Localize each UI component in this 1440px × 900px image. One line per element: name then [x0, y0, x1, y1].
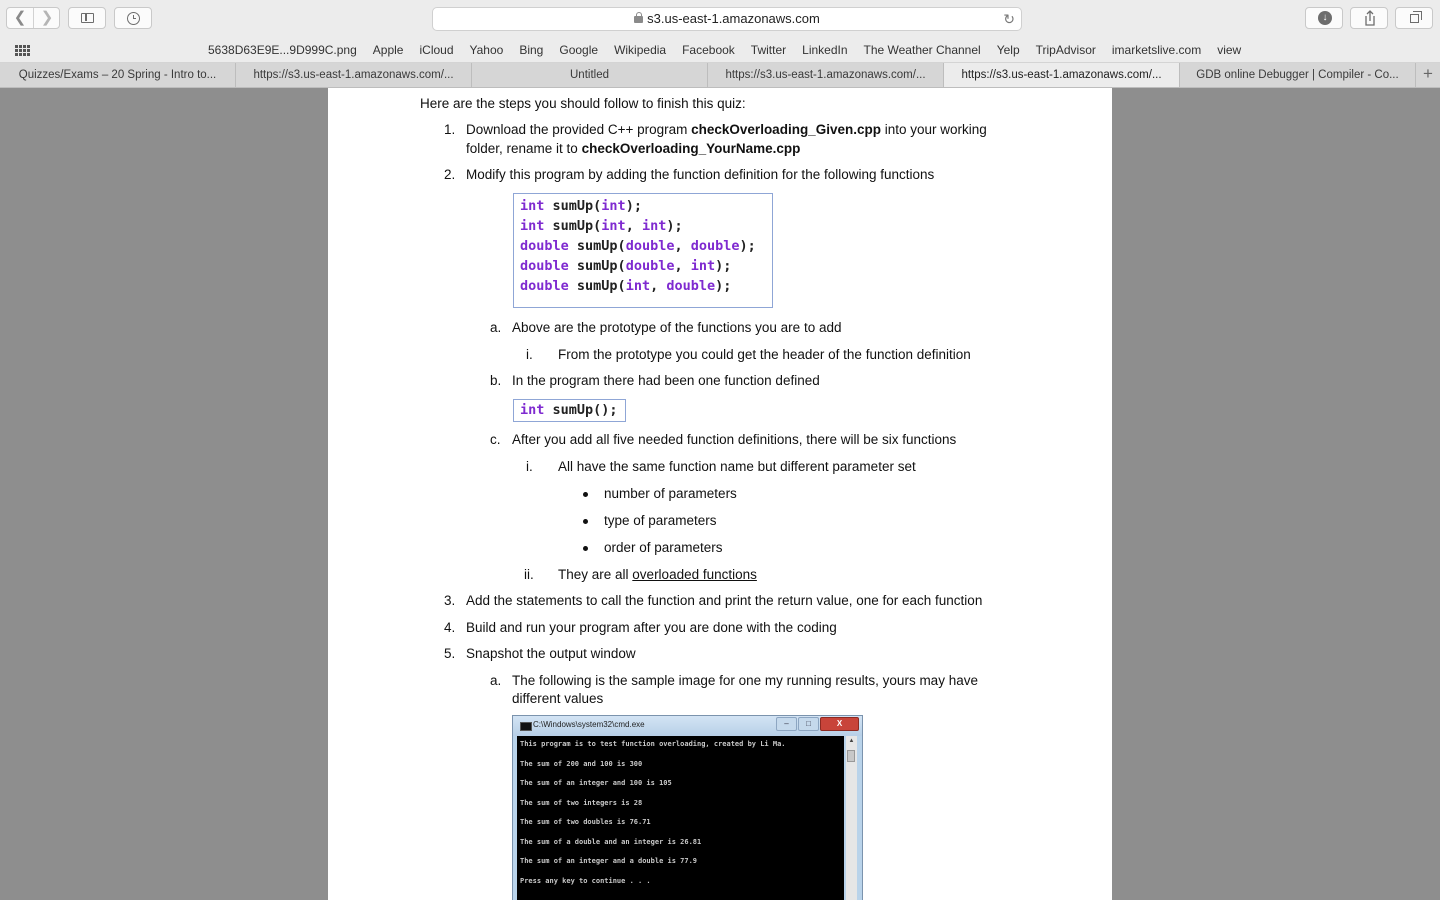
browser-tab[interactable]: https://s3.us-east-1.amazonaws.com/...	[236, 63, 472, 87]
grid-dot	[15, 53, 18, 56]
history-button[interactable]	[114, 7, 152, 29]
console-line: The sum of an integer and 100 is 105	[520, 779, 672, 787]
item-c-i-text: All have the same function name but different parameter set	[558, 459, 916, 474]
scroll-up-icon: ▲	[848, 738, 855, 744]
given-filename: checkOverloading_Given.cpp	[691, 122, 881, 137]
browser-toolbar	[0, 0, 1440, 38]
step3-text: Add the statements to call the function and print the return value, one for each function	[466, 593, 983, 608]
back-button[interactable]	[7, 8, 34, 28]
reload-button[interactable]	[1003, 11, 1015, 27]
item-a-i-text: From the prototype you could get the header of the function definition	[558, 347, 971, 362]
bullet-item: number of parameters	[604, 486, 737, 501]
browser-tab[interactable]: GDB online Debugger | Compiler - Co...	[1180, 63, 1416, 87]
console-line: Press any key to continue . . .	[520, 876, 651, 885]
apps-grid-icon[interactable]	[15, 45, 30, 56]
close-icon: X	[820, 717, 859, 731]
prototype-line: int sumUp(int, int);	[520, 218, 683, 234]
list-marker: i.	[526, 459, 533, 474]
sidebar-toggle-button[interactable]	[68, 7, 106, 29]
step-number: 2.	[444, 167, 456, 182]
rename-filename: checkOverloading_YourName.cpp	[581, 141, 801, 156]
console-output	[517, 736, 844, 900]
window-controls	[775, 717, 859, 731]
favorite-link[interactable]: Twitter	[750, 43, 787, 57]
list-marker: b.	[490, 373, 502, 388]
code-line: int sumUp();	[520, 402, 618, 418]
step4-text: Build and run your program after you are done with the coding	[466, 620, 837, 635]
intro-text: Here are the steps you should follow to finish this quiz:	[420, 96, 746, 111]
favorite-link[interactable]: Wikipedia	[614, 43, 667, 57]
cmd-icon	[520, 722, 532, 731]
grid-dot	[19, 45, 22, 48]
favorite-link[interactable]: Yahoo	[469, 43, 504, 57]
document-page	[328, 88, 1112, 900]
chevron-left-icon: ❮	[13, 9, 27, 26]
grid-dot	[19, 53, 22, 56]
step5-text: Snapshot the output window	[466, 646, 636, 661]
address-bar[interactable]	[432, 7, 1022, 31]
item-c-text: After you add all five needed function definitions, there will be six functions	[512, 432, 957, 447]
favorite-link[interactable]: TripAdvisor	[1035, 43, 1096, 57]
show-all-tabs-button[interactable]	[1395, 7, 1433, 29]
url-display	[433, 8, 1021, 30]
step-number: 4.	[444, 620, 456, 635]
favorite-link[interactable]: 5638D63E9E...9D999C.png	[208, 43, 357, 57]
sidebar-icon	[81, 13, 94, 23]
reload-icon: ↻	[1003, 11, 1015, 27]
list-marker: a.	[490, 320, 502, 335]
grid-dot	[27, 49, 30, 52]
favorite-link[interactable]: Bing	[519, 43, 544, 57]
grid-dot	[23, 45, 26, 48]
list-marker: i.	[526, 347, 533, 362]
console-line: The sum of an integer and a double is 77.9	[520, 857, 698, 865]
chevron-right-icon: ❯	[40, 9, 54, 26]
tab-bar	[0, 63, 1440, 88]
step1-line2: folder, rename it to checkOverloading_YourName.cpp	[466, 141, 801, 156]
share-icon	[1351, 8, 1389, 28]
favorite-link[interactable]: Apple	[372, 43, 404, 57]
overloaded-functions-link[interactable]: overloaded functions	[632, 567, 757, 582]
favorite-link[interactable]: LinkedIn	[802, 43, 848, 57]
new-tab-button[interactable]	[1416, 63, 1440, 87]
plus-icon: +	[1423, 64, 1433, 83]
minimize-icon: –	[776, 717, 797, 731]
console-title: C:\Windows\system32\cmd.exe	[533, 720, 645, 729]
browser-tab[interactable]: https://s3.us-east-1.amazonaws.com/...	[708, 63, 944, 87]
tabs-icon	[1410, 14, 1419, 23]
console-line: The sum of two integers is 28	[520, 798, 643, 807]
maximize-icon: □	[798, 717, 819, 731]
nav-buttons	[6, 7, 60, 29]
item-b-text: In the program there had been one function defined	[512, 373, 820, 388]
share-button[interactable]	[1350, 7, 1388, 29]
bullet-marker	[583, 546, 588, 551]
forward-button[interactable]	[34, 8, 60, 28]
console-scrollbar	[846, 736, 857, 900]
favorite-link[interactable]: imarketslive.com	[1111, 43, 1202, 57]
console-screenshot	[512, 715, 863, 900]
download-icon: ↓	[1318, 11, 1332, 25]
bullet-item: type of parameters	[604, 513, 717, 528]
existing-function-box	[513, 399, 626, 422]
console-line: The sum of 200 and 100 is 300	[520, 759, 643, 768]
url-text: s3.us-east-1.amazonaws.com	[647, 11, 820, 26]
list-marker: a.	[490, 673, 502, 688]
console-line: The sum of a double and an integer is 26.81	[520, 837, 702, 846]
browser-tab[interactable]: https://s3.us-east-1.amazonaws.com/...	[944, 63, 1180, 87]
grid-dot	[15, 45, 18, 48]
grid-dot	[23, 53, 26, 56]
step-number: 5.	[444, 646, 456, 661]
bullet-marker	[583, 492, 588, 497]
item-c-ii-text: They are all overloaded functions	[558, 567, 757, 582]
browser-tab[interactable]: Quizzes/Exams – 20 Spring - Intro to...	[0, 63, 236, 87]
console-line: The sum of two doubles is 76.71	[520, 818, 651, 826]
step-number: 1.	[444, 122, 456, 137]
item-a-text: Above are the prototype of the functions you are to add	[512, 320, 842, 335]
grid-dot	[27, 53, 30, 56]
prototype-line: int sumUp(int);	[520, 198, 642, 214]
list-marker: c.	[490, 432, 501, 447]
prototype-line: double sumUp(double, double);	[520, 238, 756, 254]
favorite-link[interactable]: iCloud	[419, 43, 454, 57]
favorite-link[interactable]: Yelp	[996, 43, 1020, 57]
grid-dot	[15, 49, 18, 52]
favorite-link[interactable]: Facebook	[682, 43, 735, 57]
favorite-link[interactable]: view	[1217, 43, 1242, 57]
console-title-bar	[513, 716, 862, 736]
step1-line1: Download the provided C++ program checkOverloading_Given.cpp into your working	[466, 122, 987, 137]
lock-icon	[634, 16, 643, 23]
grid-dot	[23, 49, 26, 52]
step2-text: Modify this program by adding the function definition for the following functions	[466, 167, 935, 182]
bullet-marker	[583, 519, 588, 524]
step5a-line2: different values	[512, 691, 604, 706]
step5a-line1: The following is the sample image for one my running results, yours may have	[512, 673, 978, 688]
scroll-thumb	[847, 750, 855, 762]
favorites-bar	[0, 38, 1440, 63]
grid-dot	[19, 49, 22, 52]
bullet-item: order of parameters	[604, 540, 723, 555]
step-number: 3.	[444, 593, 456, 608]
clock-icon	[127, 12, 140, 25]
favorite-link[interactable]: Google	[559, 43, 599, 57]
downloads-button[interactable]	[1305, 7, 1343, 29]
console-line: This program is to test function overloading, created by Li Ma.	[520, 740, 786, 748]
prototype-code-box	[513, 193, 773, 308]
prototype-line: double sumUp(int, double);	[520, 278, 732, 294]
favorite-link[interactable]: The Weather Channel	[863, 43, 981, 57]
grid-dot	[27, 45, 30, 48]
list-marker: ii.	[524, 567, 534, 582]
prototype-line: double sumUp(double, int);	[520, 258, 732, 274]
browser-tab[interactable]: Untitled	[472, 63, 708, 87]
favorites-list	[208, 38, 1257, 62]
